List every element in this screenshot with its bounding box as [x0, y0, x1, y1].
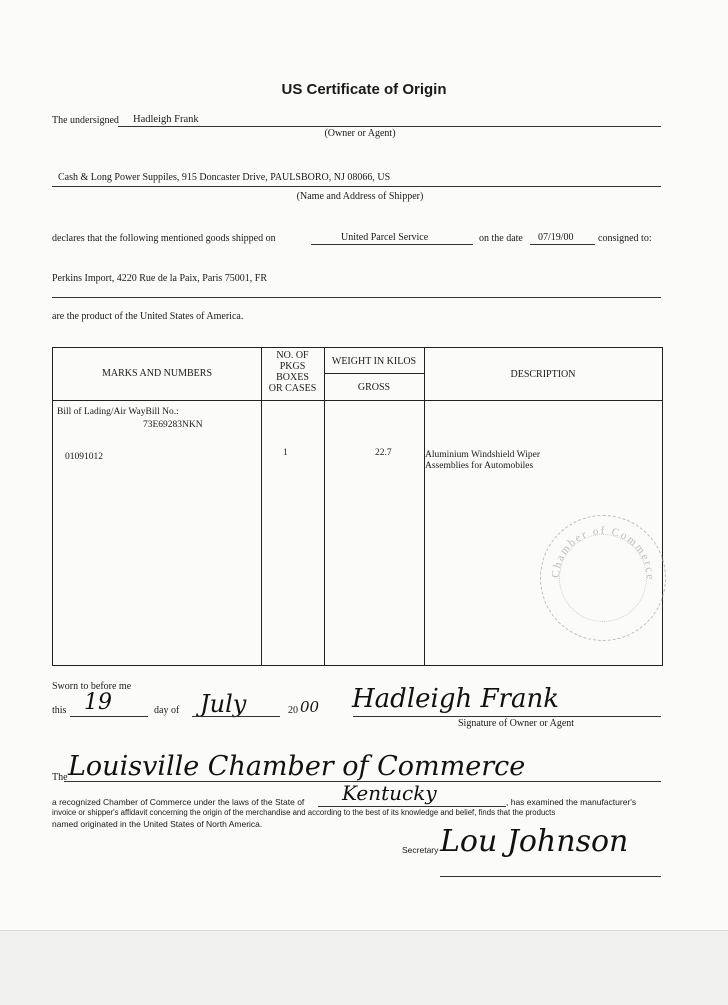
date-value: 07/19/00 — [538, 232, 574, 243]
product-statement: are the product of the United States of America. — [52, 311, 244, 322]
bill-label: Bill of Lading/Air WayBill No.: — [57, 407, 179, 417]
owner-caption: (Owner or Agent) — [324, 128, 396, 139]
col-divider-1 — [261, 348, 262, 665]
description-line: Aluminium Windshield Wiper — [425, 450, 540, 460]
description-line: Assemblies for Automobiles — [425, 461, 534, 471]
shipper-caption: (Name and Address of Shipper) — [296, 191, 424, 202]
consigned-label: consigned to: — [598, 233, 652, 244]
month-underline — [192, 716, 280, 717]
examined-text: , has examined the manufacturer's — [506, 797, 637, 807]
page-title: US Certificate of Origin — [281, 81, 447, 98]
signature-underline — [353, 716, 661, 717]
weight-divider — [324, 373, 424, 374]
seal-lettering-icon — [541, 516, 665, 640]
pkgs-header-line: BOXES — [276, 372, 309, 383]
header-divider — [53, 400, 662, 401]
sworn-day: 19 — [84, 690, 112, 715]
owner-signature: Hadleigh Frank — [352, 684, 559, 714]
consignee-value: Perkins Import, 4220 Rue de la Paix, Paris 75001, FR — [52, 273, 267, 284]
description-header: DESCRIPTION — [510, 369, 576, 380]
pkgs-header-line: PKGS — [279, 361, 306, 372]
pkgs-value: 1 — [283, 448, 288, 458]
mark-value: 01091012 — [65, 452, 103, 462]
year-prefix: 20 — [288, 705, 298, 716]
gross-header: GROSS — [357, 382, 391, 393]
shipper-value: Cash & Long Power Suppiles, 915 Doncaster Drive, PAULSBORO, NJ 08066, US — [58, 172, 391, 183]
undersigned-label: The undersigned — [52, 115, 119, 126]
col-divider-2 — [324, 348, 325, 665]
declares-text: declares that the following mentioned goods shipped on — [52, 233, 276, 244]
svg-text:Chamber of Commerce: Chamber of Commerce — [549, 524, 657, 582]
date-underline — [530, 244, 595, 245]
sworn-year: 00 — [300, 698, 320, 716]
col-divider-3 — [424, 348, 425, 665]
this-label: this — [52, 705, 67, 716]
carrier-underline — [311, 244, 473, 245]
signature-caption: Signature of Owner or Agent — [458, 718, 575, 729]
recognized-text: a recognized Chamber of Commerce under the laws of the State of — [52, 797, 305, 807]
sworn-month: July — [200, 690, 247, 718]
embossed-seal-icon — [540, 515, 666, 641]
chamber-name: Louisville Chamber of Commerce — [68, 751, 526, 782]
weight-header: WEIGHT IN KILOS — [331, 356, 417, 367]
state-value: Kentucky — [342, 781, 437, 805]
pkgs-header-line: OR CASES — [268, 383, 317, 394]
chamber-text-line2: invoice or shipper's affidavit concerning the origin of the merchandise and according to the best of its knowledge and belief, finds that the products — [52, 808, 556, 817]
pkgs-header — [261, 350, 324, 394]
secretary-signature: Lou Johnson — [440, 824, 629, 859]
sworn-label: Sworn to before me — [52, 681, 132, 692]
description-value — [425, 450, 540, 472]
undersigned-value: Hadleigh Frank — [133, 114, 199, 125]
undersigned-underline — [118, 126, 661, 127]
date-label: on the date — [479, 233, 523, 244]
weight-value: 22.7 — [375, 448, 392, 458]
marks-header: MARKS AND NUMBERS — [101, 368, 213, 379]
day-of-label: day of — [154, 705, 180, 716]
scan-background — [0, 930, 728, 1005]
secretary-underline — [440, 876, 661, 877]
pkgs-header-line: NO. OF — [276, 350, 309, 361]
the-label: The — [52, 772, 68, 783]
consignee-underline — [52, 297, 661, 298]
carrier-value: United Parcel Service — [341, 232, 429, 243]
chamber-text-line3: named originated in the United States of North America. — [52, 819, 263, 829]
secretary-label: Secretary — [402, 845, 439, 855]
shipper-underline — [52, 186, 661, 187]
day-underline — [70, 716, 148, 717]
bill-number: 73E69283NKN — [143, 420, 203, 430]
state-underline — [318, 806, 506, 807]
